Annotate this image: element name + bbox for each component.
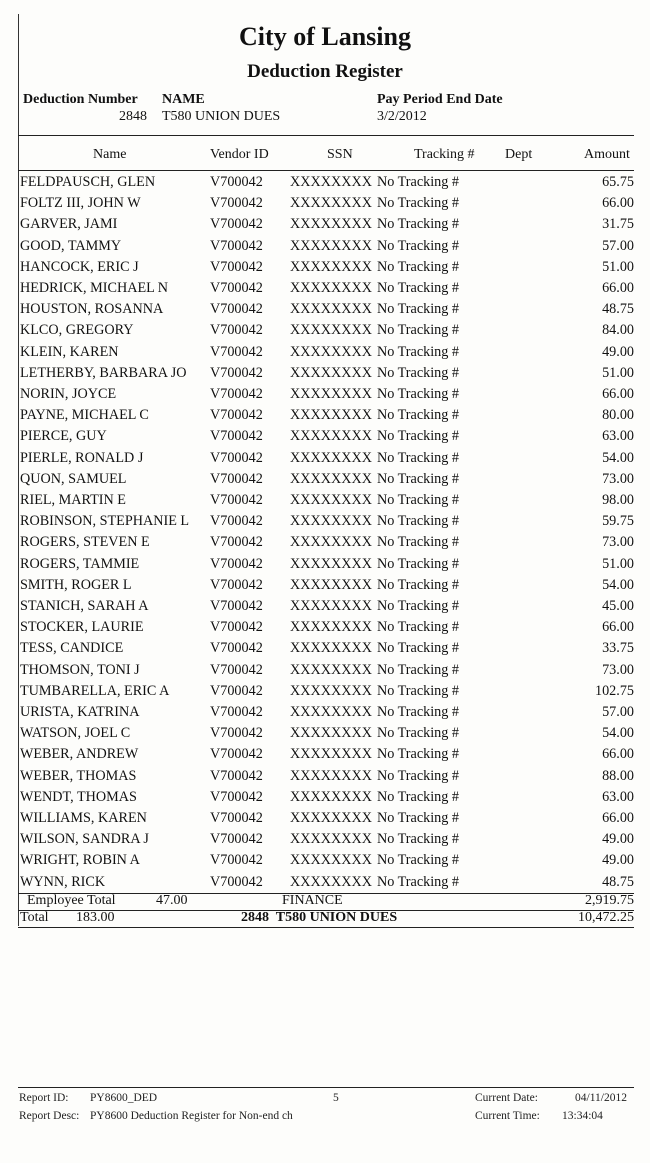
tracking-number: No Tracking #: [377, 237, 459, 254]
current-date-label: Current Date:: [475, 1092, 538, 1104]
employee-name: LETHERBY, BARBARA JO: [20, 364, 187, 381]
tracking-number: No Tracking #: [377, 788, 459, 805]
ssn-masked: XXXXXXXX: [290, 428, 372, 445]
employee-name: ROGERS, STEVEN E: [20, 534, 150, 551]
employee-name: WRIGHT, ROBIN A: [20, 852, 140, 869]
grand-total-deduction: 2848 T580 UNION DUES: [241, 910, 398, 925]
vendor-id: V700042: [210, 810, 263, 826]
vendor-id: V700042: [210, 831, 263, 848]
amount: 57.00: [602, 237, 634, 254]
table-row: [20, 872, 650, 893]
amount: 51.00: [602, 258, 634, 275]
vendor-id: V700042: [210, 322, 263, 339]
amount: 66.00: [602, 619, 634, 636]
employee-total-amount: 2,919.75: [585, 893, 634, 908]
vendor-id: V700042: [210, 258, 263, 275]
vendor-id: V700042: [210, 704, 263, 720]
col-tracking: Tracking #: [414, 147, 475, 162]
table-row: [20, 172, 650, 193]
col-vendor-id: Vendor ID: [210, 147, 269, 162]
tracking-number: No Tracking #: [377, 301, 459, 318]
grand-total-label: Total: [20, 910, 49, 925]
table-row: [20, 193, 650, 214]
table-row: [20, 766, 650, 787]
employee-name: PIERCE, GUY: [20, 428, 107, 445]
table-row: [20, 554, 650, 575]
grand-total-rule-bottom: [18, 927, 634, 928]
employee-total-label: Employee Total: [27, 893, 116, 908]
ssn-masked: XXXXXXXX: [290, 216, 372, 233]
tracking-number: No Tracking #: [377, 470, 459, 487]
tracking-number: No Tracking #: [377, 682, 459, 699]
employee-name: STOCKER, LAURIE: [20, 619, 144, 636]
vendor-id: V700042: [210, 873, 263, 890]
amount: 54.00: [602, 725, 634, 742]
ssn-masked: XXXXXXXX: [290, 195, 372, 212]
table-row: [20, 299, 650, 320]
amount: 63.00: [602, 428, 634, 445]
vendor-id: V700042: [210, 513, 263, 530]
table-row: [20, 257, 650, 278]
tracking-number: No Tracking #: [377, 428, 459, 445]
vendor-id: V700042: [210, 195, 263, 212]
tracking-number: No Tracking #: [377, 852, 459, 869]
table-row: [20, 426, 650, 447]
employee-name: ROGERS, TAMMIE: [20, 555, 140, 572]
amount: 84.00: [602, 322, 634, 339]
ssn-masked: XXXXXXXX: [290, 237, 372, 254]
ssn-masked: XXXXXXXX: [290, 704, 372, 720]
current-time-label: Current Time:: [475, 1110, 540, 1122]
amount: 54.00: [602, 449, 634, 466]
deduction-number: 2848: [119, 109, 147, 124]
vendor-id: V700042: [210, 682, 263, 699]
col-amount: Amount: [584, 147, 630, 162]
tracking-number: No Tracking #: [377, 767, 459, 784]
amount: 63.00: [602, 788, 634, 805]
table-row: [20, 511, 650, 532]
ssn-masked: XXXXXXXX: [290, 682, 372, 699]
ssn-masked: XXXXXXXX: [290, 746, 372, 763]
page-number: 5: [333, 1092, 339, 1104]
employee-name: GOOD, TAMMY: [20, 237, 122, 254]
tracking-number: No Tracking #: [377, 322, 459, 339]
vendor-id: V700042: [210, 216, 263, 233]
table-row: [20, 787, 650, 808]
amount: 66.00: [602, 280, 634, 296]
amount: 49.00: [602, 343, 634, 360]
deduction-name: T580 UNION DUES: [162, 109, 281, 124]
vendor-id: V700042: [210, 661, 263, 678]
table-row: [20, 384, 650, 405]
tracking-number: No Tracking #: [377, 704, 459, 720]
table-row: [20, 808, 650, 829]
employee-name: WENDT, THOMAS: [20, 788, 137, 805]
employee-name: SMITH, ROGER L: [20, 576, 132, 593]
ssn-masked: XXXXXXXX: [290, 407, 372, 424]
employee-name: WATSON, JOEL C: [20, 725, 131, 742]
employee-name: PIERLE, RONALD J: [20, 449, 144, 466]
vendor-id: V700042: [210, 174, 263, 190]
tracking-number: No Tracking #: [377, 492, 459, 508]
vendor-id: V700042: [210, 767, 263, 784]
vendor-id: V700042: [210, 852, 263, 869]
current-time: 13:34:04: [562, 1110, 603, 1122]
amount: 98.00: [602, 492, 634, 508]
table-row: [20, 214, 650, 235]
report-id: PY8600_DED: [90, 1092, 158, 1104]
table-row: [20, 681, 650, 702]
employee-name: KLCO, GREGORY: [20, 322, 134, 339]
table-row: [20, 532, 650, 553]
ssn-masked: XXXXXXXX: [290, 788, 372, 805]
table-row: [20, 850, 650, 871]
ssn-masked: XXXXXXXX: [290, 343, 372, 360]
amount: 51.00: [602, 555, 634, 572]
vendor-id: V700042: [210, 470, 263, 487]
amount: 66.00: [602, 386, 634, 402]
col-name: Name: [93, 147, 127, 162]
ssn-masked: XXXXXXXX: [290, 619, 372, 636]
amount: 73.00: [602, 661, 634, 678]
amount: 102.75: [594, 682, 634, 699]
employee-name: WEBER, THOMAS: [20, 767, 137, 784]
table-row: [20, 278, 650, 299]
ssn-masked: XXXXXXXX: [290, 534, 372, 551]
table-row: [20, 723, 650, 744]
ssn-masked: XXXXXXXX: [290, 831, 372, 848]
tracking-number: No Tracking #: [377, 174, 459, 190]
employee-name: WYNN, RICK: [20, 873, 106, 890]
vendor-id: V700042: [210, 343, 263, 360]
vendor-id: V700042: [210, 788, 263, 805]
footer-rule: [18, 1087, 634, 1088]
grand-total-amount: 10,472.25: [578, 910, 634, 925]
ssn-masked: XXXXXXXX: [290, 640, 372, 657]
tracking-number: No Tracking #: [377, 216, 459, 233]
tracking-number: No Tracking #: [377, 364, 459, 381]
tracking-number: No Tracking #: [377, 725, 459, 742]
vendor-id: V700042: [210, 640, 263, 657]
tracking-number: No Tracking #: [377, 513, 459, 530]
employee-name: WEBER, ANDREW: [20, 746, 139, 763]
ssn-masked: XXXXXXXX: [290, 576, 372, 593]
amount: 49.00: [602, 852, 634, 869]
employee-name: ROBINSON, STEPHANIE L: [20, 513, 190, 530]
vendor-id: V700042: [210, 364, 263, 381]
table-row: [20, 320, 650, 341]
current-date: 04/11/2012: [575, 1092, 627, 1104]
tracking-number: No Tracking #: [377, 195, 459, 212]
tracking-number: No Tracking #: [377, 661, 459, 678]
vendor-id: V700042: [210, 492, 263, 508]
table-row: [20, 448, 650, 469]
vendor-id: V700042: [210, 428, 263, 445]
header-rule-top: [18, 135, 634, 136]
amount: 51.00: [602, 364, 634, 381]
ssn-masked: XXXXXXXX: [290, 322, 372, 339]
tracking-number: No Tracking #: [377, 407, 459, 424]
ssn-masked: XXXXXXXX: [290, 470, 372, 487]
vendor-id: V700042: [210, 619, 263, 636]
table-row: [20, 596, 650, 617]
employee-name: WILSON, SANDRA J: [20, 831, 149, 848]
ssn-masked: XXXXXXXX: [290, 364, 372, 381]
employee-name: PAYNE, MICHAEL C: [20, 407, 149, 424]
vendor-id: V700042: [210, 746, 263, 763]
tracking-number: No Tracking #: [377, 810, 459, 826]
amount: 88.00: [602, 767, 634, 784]
left-border: [18, 14, 19, 926]
table-row: [20, 575, 650, 596]
vendor-id: V700042: [210, 725, 263, 742]
ssn-masked: XXXXXXXX: [290, 258, 372, 275]
ssn-masked: XXXXXXXX: [290, 301, 372, 318]
col-ssn: SSN: [327, 147, 353, 162]
col-dept: Dept: [505, 147, 533, 162]
vendor-id: V700042: [210, 576, 263, 593]
table-row: [20, 469, 650, 490]
employee-name: WILLIAMS, KAREN: [20, 810, 147, 826]
employee-name: HEDRICK, MICHAEL N: [20, 280, 169, 296]
table-row: [20, 405, 650, 426]
employee-total-count: 47.00: [156, 893, 188, 908]
ssn-masked: XXXXXXXX: [290, 598, 372, 614]
table-row: [20, 638, 650, 659]
table-row: [20, 702, 650, 723]
amount: 66.00: [602, 746, 634, 763]
ssn-masked: XXXXXXXX: [290, 492, 372, 508]
ssn-masked: XXXXXXXX: [290, 174, 372, 190]
amount: 57.00: [602, 704, 634, 720]
ssn-masked: XXXXXXXX: [290, 555, 372, 572]
pay-period-label: Pay Period End Date: [377, 92, 503, 107]
employee-name: QUON, SAMUEL: [20, 470, 127, 487]
ssn-masked: XXXXXXXX: [290, 513, 372, 530]
vendor-id: V700042: [210, 301, 263, 318]
amount: 45.00: [602, 598, 634, 614]
table-row: [20, 617, 650, 638]
employee-name: KLEIN, KAREN: [20, 343, 119, 360]
table-row: [20, 490, 650, 511]
tracking-number: No Tracking #: [377, 534, 459, 551]
amount: 80.00: [602, 407, 634, 424]
employee-name: FELDPAUSCH, GLEN: [20, 174, 156, 190]
amount: 48.75: [602, 873, 634, 890]
employee-name: HANCOCK, ERIC J: [20, 258, 139, 275]
tracking-number: No Tracking #: [377, 746, 459, 763]
employee-name: RIEL, MARTIN E: [20, 492, 126, 508]
header-rule-bottom: [18, 170, 634, 171]
employee-name: TUMBARELLA, ERIC A: [20, 682, 170, 699]
vendor-id: V700042: [210, 237, 263, 254]
vendor-id: V700042: [210, 280, 263, 296]
vendor-id: V700042: [210, 534, 263, 551]
grand-total-count: 183.00: [76, 910, 115, 925]
employee-name: URISTA, KATRINA: [20, 704, 140, 720]
tracking-number: No Tracking #: [377, 555, 459, 572]
table-row: [20, 342, 650, 363]
vendor-id: V700042: [210, 449, 263, 466]
amount: 31.75: [602, 216, 634, 233]
amount: 48.75: [602, 301, 634, 318]
ssn-masked: XXXXXXXX: [290, 725, 372, 742]
ssn-masked: XXXXXXXX: [290, 386, 372, 402]
amount: 65.75: [602, 174, 634, 190]
vendor-id: V700042: [210, 555, 263, 572]
amount: 73.00: [602, 534, 634, 551]
ssn-masked: XXXXXXXX: [290, 661, 372, 678]
report-id-label: Report ID:: [19, 1092, 69, 1104]
table-row: [20, 829, 650, 850]
tracking-number: No Tracking #: [377, 280, 459, 296]
amount: 66.00: [602, 195, 634, 212]
report-desc: PY8600 Deduction Register for Non-end ch: [90, 1110, 293, 1122]
table-row: [20, 660, 650, 681]
employee-name: TESS, CANDICE: [20, 640, 124, 657]
employee-name: HOUSTON, ROSANNA: [20, 301, 164, 318]
tracking-number: No Tracking #: [377, 640, 459, 657]
tracking-number: No Tracking #: [377, 576, 459, 593]
amount: 33.75: [602, 640, 634, 657]
amount: 59.75: [602, 513, 634, 530]
tracking-number: No Tracking #: [377, 619, 459, 636]
employee-name: FOLTZ III, JOHN W: [20, 195, 141, 212]
amount: 54.00: [602, 576, 634, 593]
report-title: City of Lansing: [239, 22, 411, 51]
table-row: [20, 236, 650, 257]
ssn-masked: XXXXXXXX: [290, 280, 372, 296]
table-row: [20, 363, 650, 384]
vendor-id: V700042: [210, 598, 263, 614]
amount: 66.00: [602, 810, 634, 826]
pay-period-value: 3/2/2012: [377, 109, 427, 124]
tracking-number: No Tracking #: [377, 258, 459, 275]
table-row: [20, 744, 650, 765]
name-label: NAME: [162, 92, 205, 107]
tracking-number: No Tracking #: [377, 386, 459, 402]
ssn-masked: XXXXXXXX: [290, 767, 372, 784]
ssn-masked: XXXXXXXX: [290, 852, 372, 869]
vendor-id: V700042: [210, 407, 263, 424]
vendor-id: V700042: [210, 386, 263, 402]
amount: 73.00: [602, 470, 634, 487]
tracking-number: No Tracking #: [377, 831, 459, 848]
report-desc-label: Report Desc:: [19, 1110, 80, 1122]
employee-name: THOMSON, TONI J: [20, 661, 140, 678]
tracking-number: No Tracking #: [377, 343, 459, 360]
employee-total-dept: FINANCE: [282, 893, 343, 908]
employee-name: GARVER, JAMI: [20, 216, 118, 233]
tracking-number: No Tracking #: [377, 873, 459, 890]
ssn-masked: XXXXXXXX: [290, 810, 372, 826]
ssn-masked: XXXXXXXX: [290, 449, 372, 466]
deduction-number-label: Deduction Number: [23, 92, 138, 107]
tracking-number: No Tracking #: [377, 449, 459, 466]
ssn-masked: XXXXXXXX: [290, 873, 372, 890]
tracking-number: No Tracking #: [377, 598, 459, 614]
amount: 49.00: [602, 831, 634, 848]
employee-name: STANICH, SARAH A: [20, 598, 149, 614]
report-subtitle: Deduction Register: [247, 61, 403, 82]
employee-name: NORIN, JOYCE: [20, 386, 117, 402]
